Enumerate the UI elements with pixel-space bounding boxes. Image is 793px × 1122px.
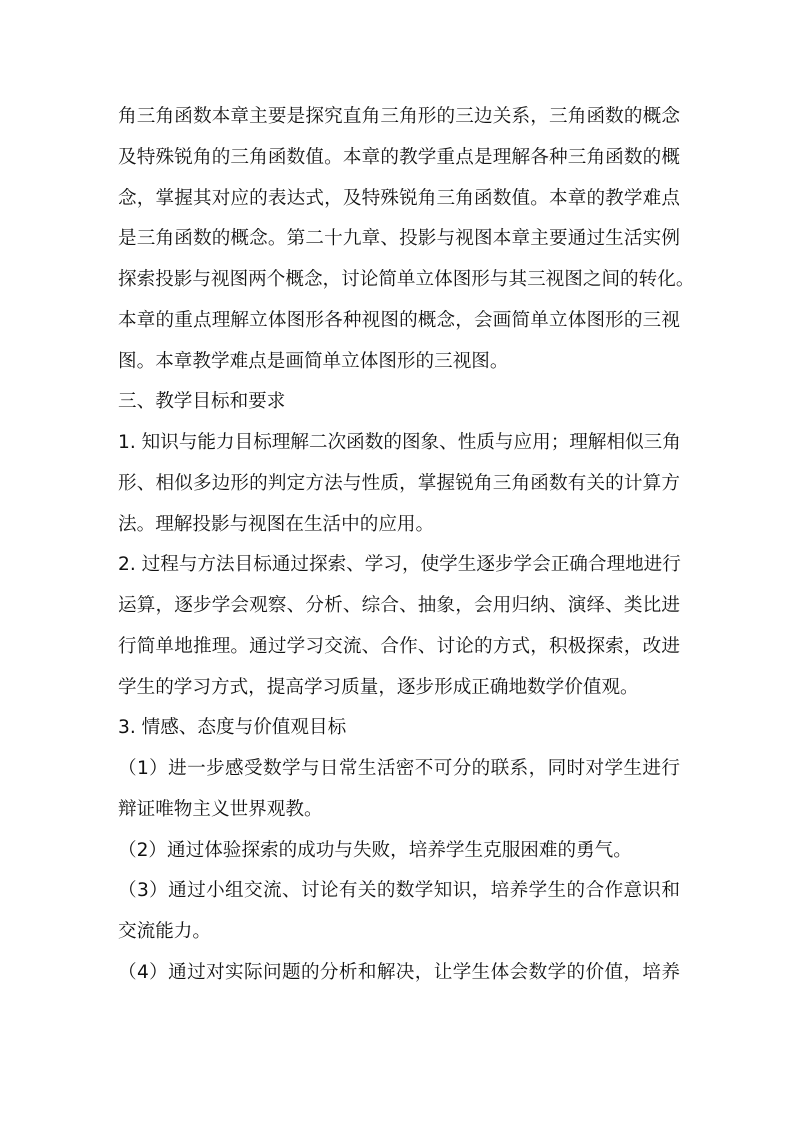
text-line: 2. 过程与方法目标通过探索、学习，使学生逐步学会正确合理地进行 [118,554,681,576]
subsection-heading: 3. 情感、态度与价值观目标 [118,717,347,739]
text-line: 运算，逐步学会观察、分析、综合、抽象，会用归纳、演绎、类比进 [118,595,680,616]
text-line: 交流能力。 [118,921,211,942]
list-item-1 [118,749,680,831]
text-line: （2）通过体验探索的成功与失败，培养学生克服困难的勇气。 [118,839,632,861]
text-line: （4）通过对实际问题的分析和解决，让学生体会数学的价值，培养 [118,961,680,983]
paragraph-process-goal [118,545,680,708]
section-heading: 三、教学目标和要求 [118,391,286,413]
text-line: 形、相似多边形的判定方法与性质，掌握锐角三角函数有关的计算方 [118,472,680,494]
text-line: 念，掌握其对应的表达式，及特殊锐角三角函数值。本章的教学难点 [118,187,680,209]
text-line: 学生的学习方式，提高学习质量，逐步形成正确地数学价值观。 [118,676,639,698]
text-line: （1）进一步感受数学与日常生活密不可分的联系，同时对学生进行 [118,758,680,779]
text-line: 法。理解投影与视图在生活中的应用。 [118,513,435,535]
list-item-2 [118,831,680,872]
text-line: 角三角函数本章主要是探究直角三角形的三边关系，三角函数的概念 [118,106,680,127]
paragraph-chapter-overview [118,97,695,382]
document-page [118,97,695,994]
list-item-4 [118,953,680,994]
text-line: 1. 知识与能力目标理解二次函数的图象、性质与应用；理解相似三角 [118,432,681,453]
text-line: 图。本章教学难点是画简单立体图形的三视图。 [118,350,509,372]
paragraph-knowledge-goal [118,423,680,545]
text-line: 辩证唯物主义世界观教。 [118,798,323,820]
text-line: 行简单地推理。通过学习交流、合作、讨论的方式，积极探索，改进 [118,635,680,657]
text-line: （3）通过小组交流、讨论有关的数学知识，培养学生的合作意识和 [118,880,680,902]
text-line: 是三角函数的概念。第二十九章、投影与视图本章主要通过生活实例 [118,228,680,250]
text-line: 本章的重点理解立体图形各种视图的概念，会画简单立体图形的三视 [118,309,680,331]
text-line: 探索投影与视图两个概念，讨论简单立体图形与其三视图之间的转化。 [118,269,695,290]
list-item-3 [118,871,680,953]
text-line: 及特殊锐角的三角函数值。本章的教学重点是理解各种三角函数的概 [118,146,680,168]
